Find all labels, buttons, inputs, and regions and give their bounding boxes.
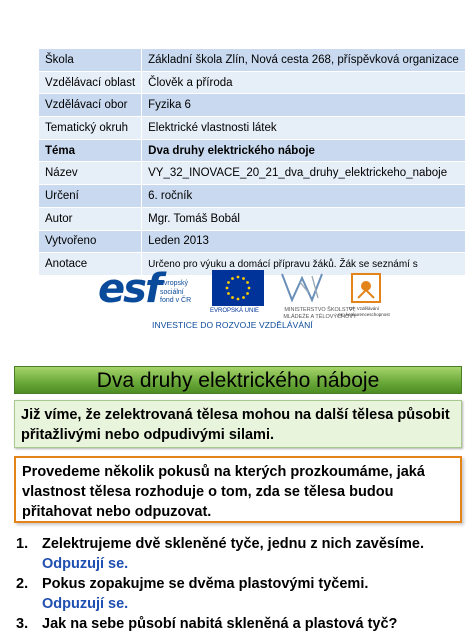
info-value: 6. ročník — [142, 185, 466, 208]
info-row-created — [39, 230, 466, 253]
info-key: Autor — [39, 207, 142, 230]
info-row-name — [39, 162, 466, 185]
step-list — [16, 534, 466, 632]
info-table — [38, 48, 466, 276]
investment-tagline: INVESTICE DO ROZVOJE VZDĚLÁVÁNÍ — [152, 320, 313, 330]
info-key: Anotace — [39, 253, 142, 276]
step-number: 3. — [16, 616, 29, 632]
list-item — [16, 534, 466, 554]
info-key: Škola — [39, 49, 142, 72]
esf-text: evropský sociální fond v ČR — [160, 280, 192, 304]
info-key: Vzdělávací obor — [39, 94, 142, 117]
info-value: Mgr. Tomáš Bobál — [142, 207, 466, 230]
info-row-theme — [39, 139, 466, 162]
step-answer: Odpuzují se. — [42, 596, 129, 612]
op-text: OP Vzdělávání pro konkurenceschopnost — [338, 306, 390, 317]
step-text: Zelektrujeme dvě skleněné tyče, jednu z nich zavěsíme. — [42, 536, 424, 552]
eu-star-icon — [231, 296, 234, 299]
eu-star-icon — [231, 277, 234, 280]
info-value: Člověk a příroda — [142, 71, 466, 94]
eu-star-icon — [248, 287, 251, 290]
step-text: Jak na sebe působí nabitá skleněná a plastová tyč? — [42, 616, 398, 632]
step-number: 1. — [16, 536, 29, 552]
experiment-box: Provedeme několik pokusů na kterých prozkoumáme, jaká vlastnost tělesa rozhoduje o tom, zda se tělesa budou přitahovat nebo odpuzovat. — [14, 456, 462, 523]
slide-title: Dva druhy elektrického náboje — [14, 366, 462, 394]
info-key: Vzdělávací oblast — [39, 71, 142, 94]
eu-star-icon — [246, 292, 249, 295]
info-row-school — [39, 49, 466, 72]
eu-flag-icon — [212, 270, 264, 306]
step-answer: Odpuzují se. — [42, 556, 129, 572]
esf-logo: esf — [98, 266, 161, 312]
info-value: Elektrické vlastnosti látek — [142, 117, 466, 140]
msmt-text: MINISTERSTVO ŠKOLSTVÍ, MLÁDEŽE A TĚLOVÝCHOVY — [283, 307, 357, 320]
info-key: Určení — [39, 185, 142, 208]
step-text: Pokus zopakujme se dvěma plastovými tyčemi. — [42, 576, 369, 592]
funding-logos — [96, 266, 390, 330]
intro-box: Již víme, že zelektrovaná tělesa mohou na další tělesa působit přitažlivými nebo odpudivými silami. — [14, 400, 462, 448]
info-row-grade — [39, 185, 466, 208]
list-item — [16, 614, 466, 632]
info-row-subject — [39, 94, 466, 117]
info-row-topic-area — [39, 117, 466, 140]
list-item — [16, 574, 466, 594]
info-value: Určeno pro výuku a domácí přípravu žáků. Žák se seznámí s — [142, 253, 466, 276]
info-key: Téma — [39, 139, 142, 162]
info-key: Vytvořeno — [39, 230, 142, 253]
step-number: 2. — [16, 576, 29, 592]
eu-star-icon — [227, 292, 230, 295]
eu-star-icon — [237, 276, 240, 279]
info-row-area — [39, 71, 466, 94]
info-value: Fyzika 6 — [142, 94, 466, 117]
eu-star-icon — [226, 287, 229, 290]
info-value: Dva druhy elektrického náboje — [142, 139, 466, 162]
eu-star-icon — [227, 281, 230, 284]
info-value: Leden 2013 — [142, 230, 466, 253]
eu-star-icon — [237, 298, 240, 301]
eu-star-icon — [242, 296, 245, 299]
eu-star-icon — [242, 277, 245, 280]
info-key: Tematický okruh — [39, 117, 142, 140]
eu-label: EVROPSKÁ UNIE — [210, 308, 260, 314]
info-value: Základní škola Zlín, Nová cesta 268, příspěvková organizace — [142, 49, 466, 72]
eu-star-icon — [246, 281, 249, 284]
info-value: VY_32_INOVACE_20_21_dva_druhy_elektrickeho_naboje — [142, 162, 466, 185]
info-row-author — [39, 207, 466, 230]
info-key: Název — [39, 162, 142, 185]
